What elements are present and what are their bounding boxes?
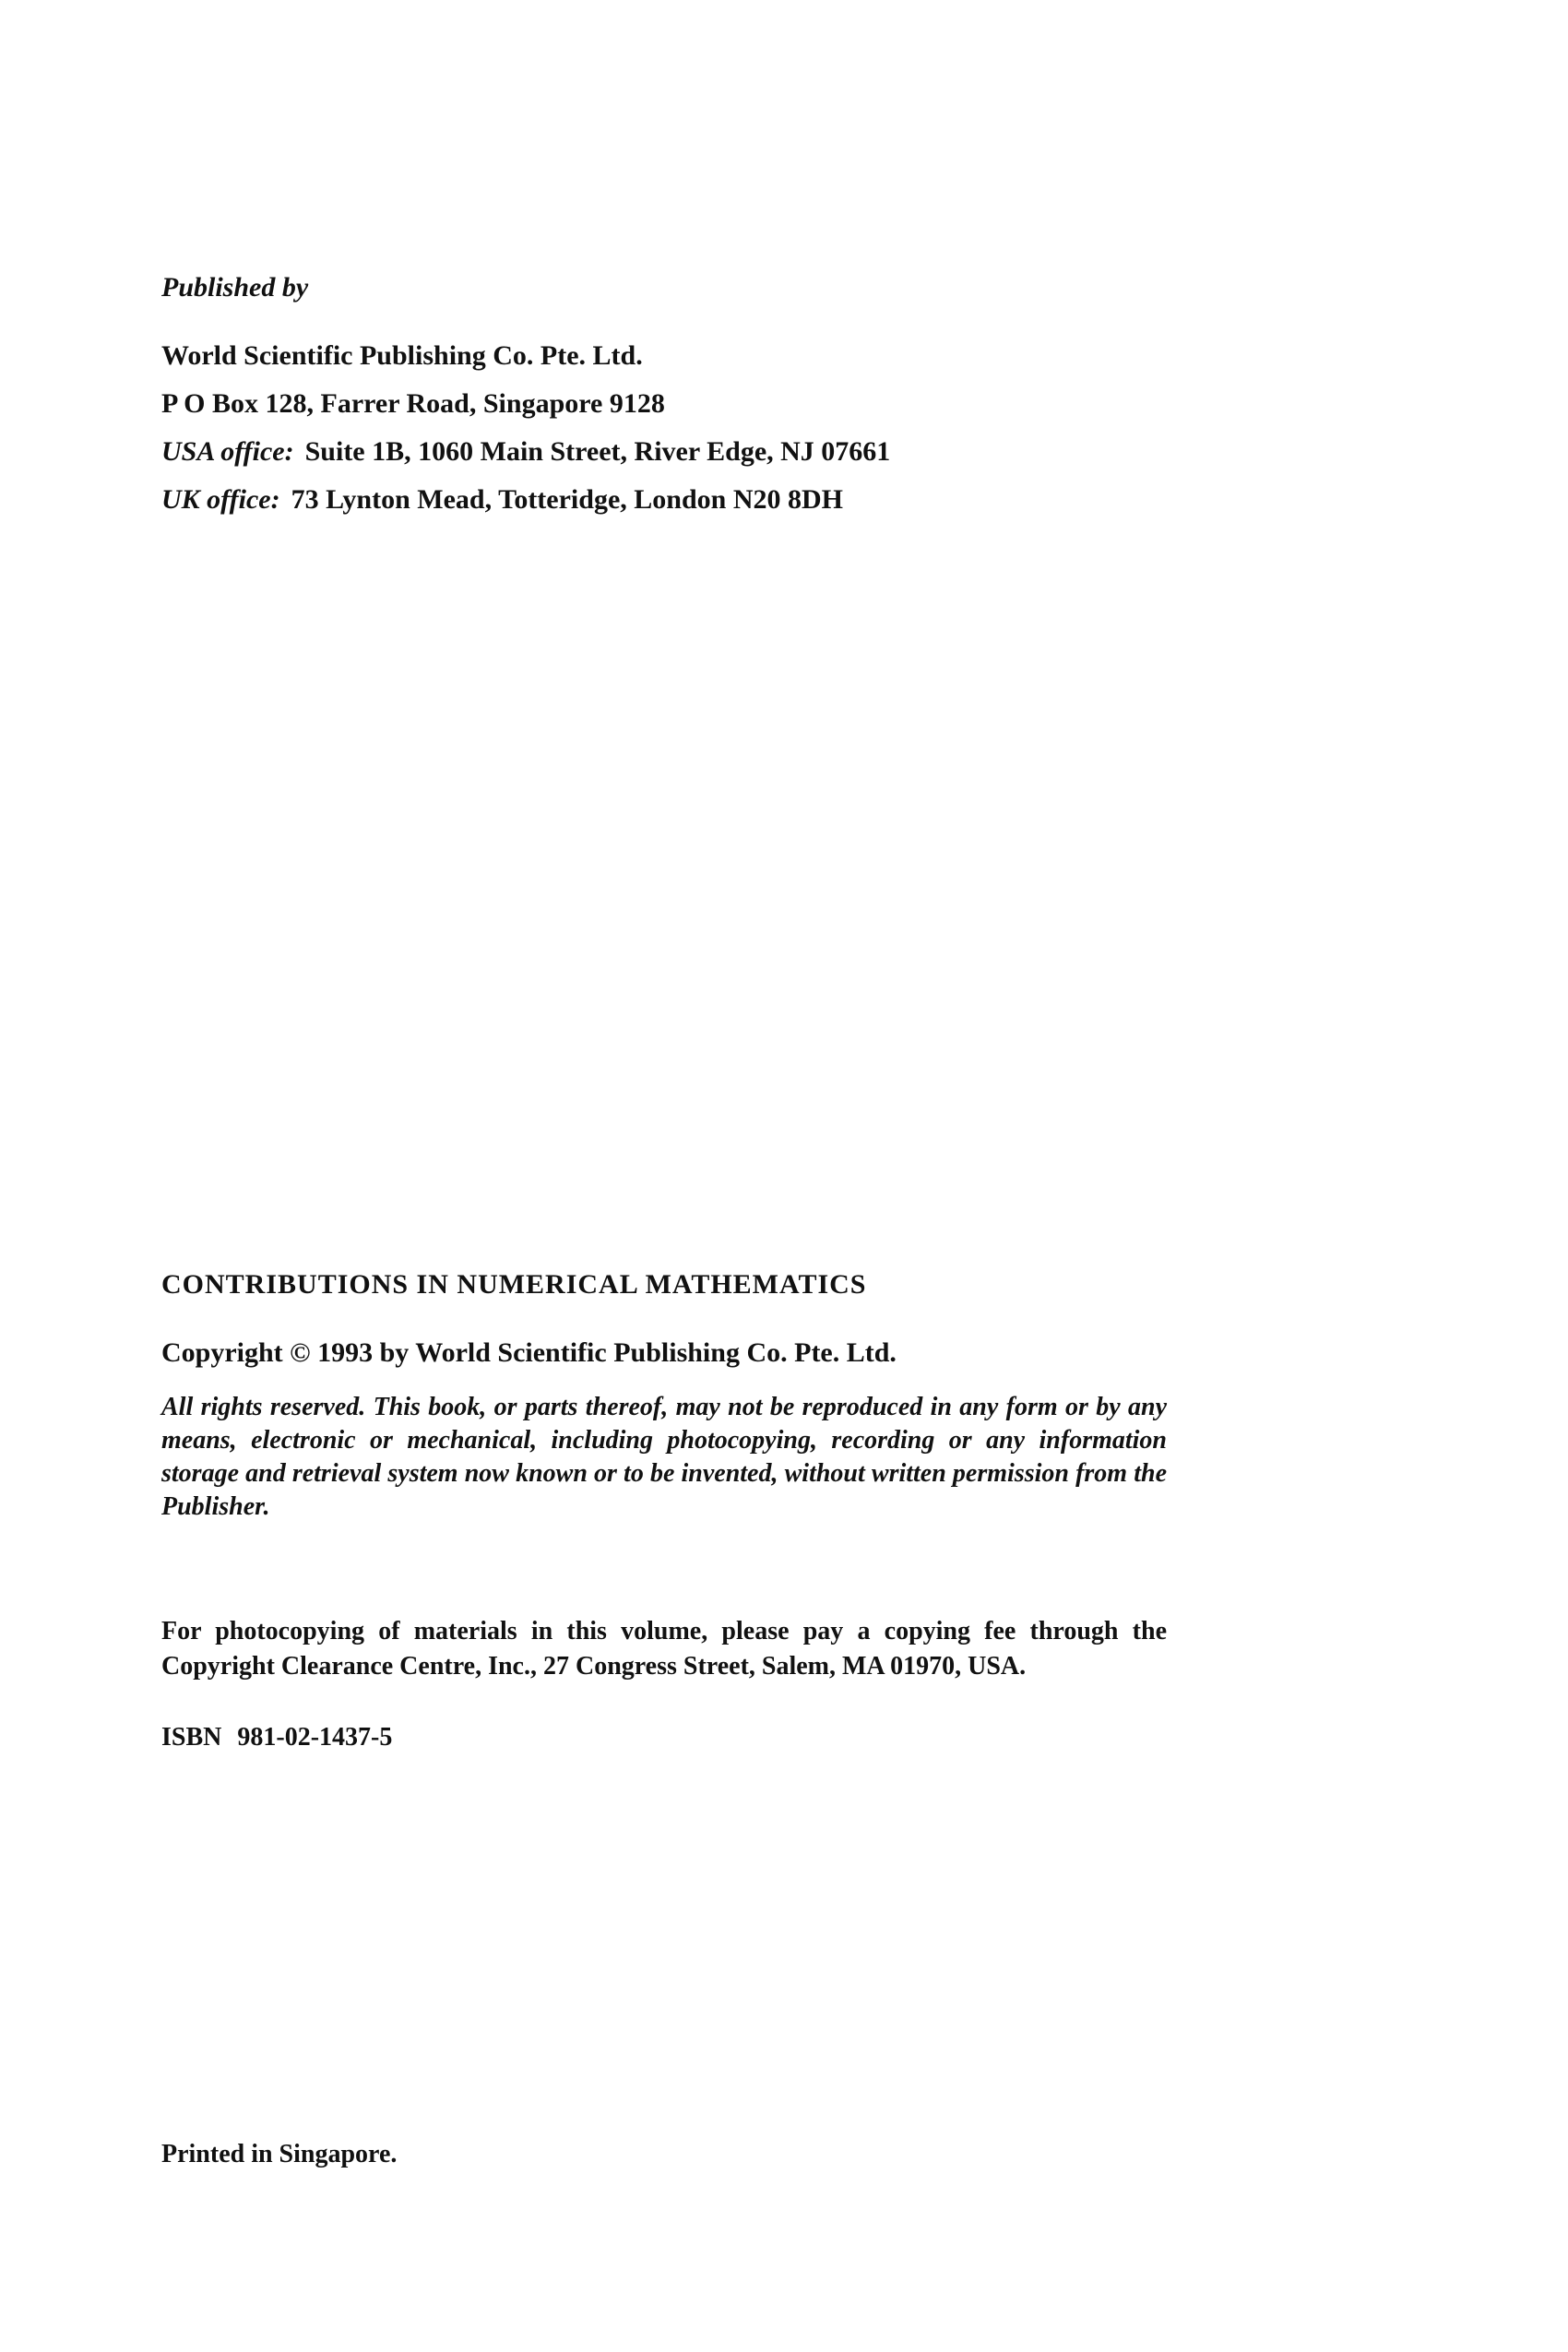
uk-office-label: UK office: (161, 484, 280, 515)
publisher-info (161, 332, 890, 524)
uk-office (161, 476, 890, 524)
uk-office-address: 73 Lynton Mead, Totteridge, London N20 8DH (291, 484, 843, 515)
usa-office-label: USA office: (161, 436, 294, 467)
usa-office (161, 428, 890, 476)
copyright-line: Copyright © 1993 by World Scientific Publishing Co. Pte. Ltd. (161, 1337, 897, 1368)
publisher-address: P O Box 128, Farrer Road, Singapore 9128 (161, 388, 665, 419)
usa-office-address: Suite 1B, 1060 Main Street, River Edge, NJ 07661 (304, 436, 891, 467)
book-title: CONTRIBUTIONS IN NUMERICAL MATHEMATICS (161, 1269, 867, 1300)
isbn: ISBN 981-02-1437-5 (161, 1723, 393, 1752)
published-by-label: Published by (161, 272, 309, 303)
rights-reserved-notice: All rights reserved. This book, or parts thereof, may not be reproduced in any form or by any means, electronic or mechanical, including photocopying, recording or any information storage and retrieval system now known or to be invented, without written permission from the Publisher. (161, 1393, 1167, 1521)
photocopy-notice: For photocopying of materials in this volume, please pay a copying fee through the Copyright Clearance Centre, Inc., 27 Congress Street, Salem, MA 01970, USA. (161, 1617, 1167, 1681)
publisher-name: World Scientific Publishing Co. Pte. Ltd. (161, 340, 643, 371)
printed-in: Printed in Singapore. (161, 2140, 398, 2168)
